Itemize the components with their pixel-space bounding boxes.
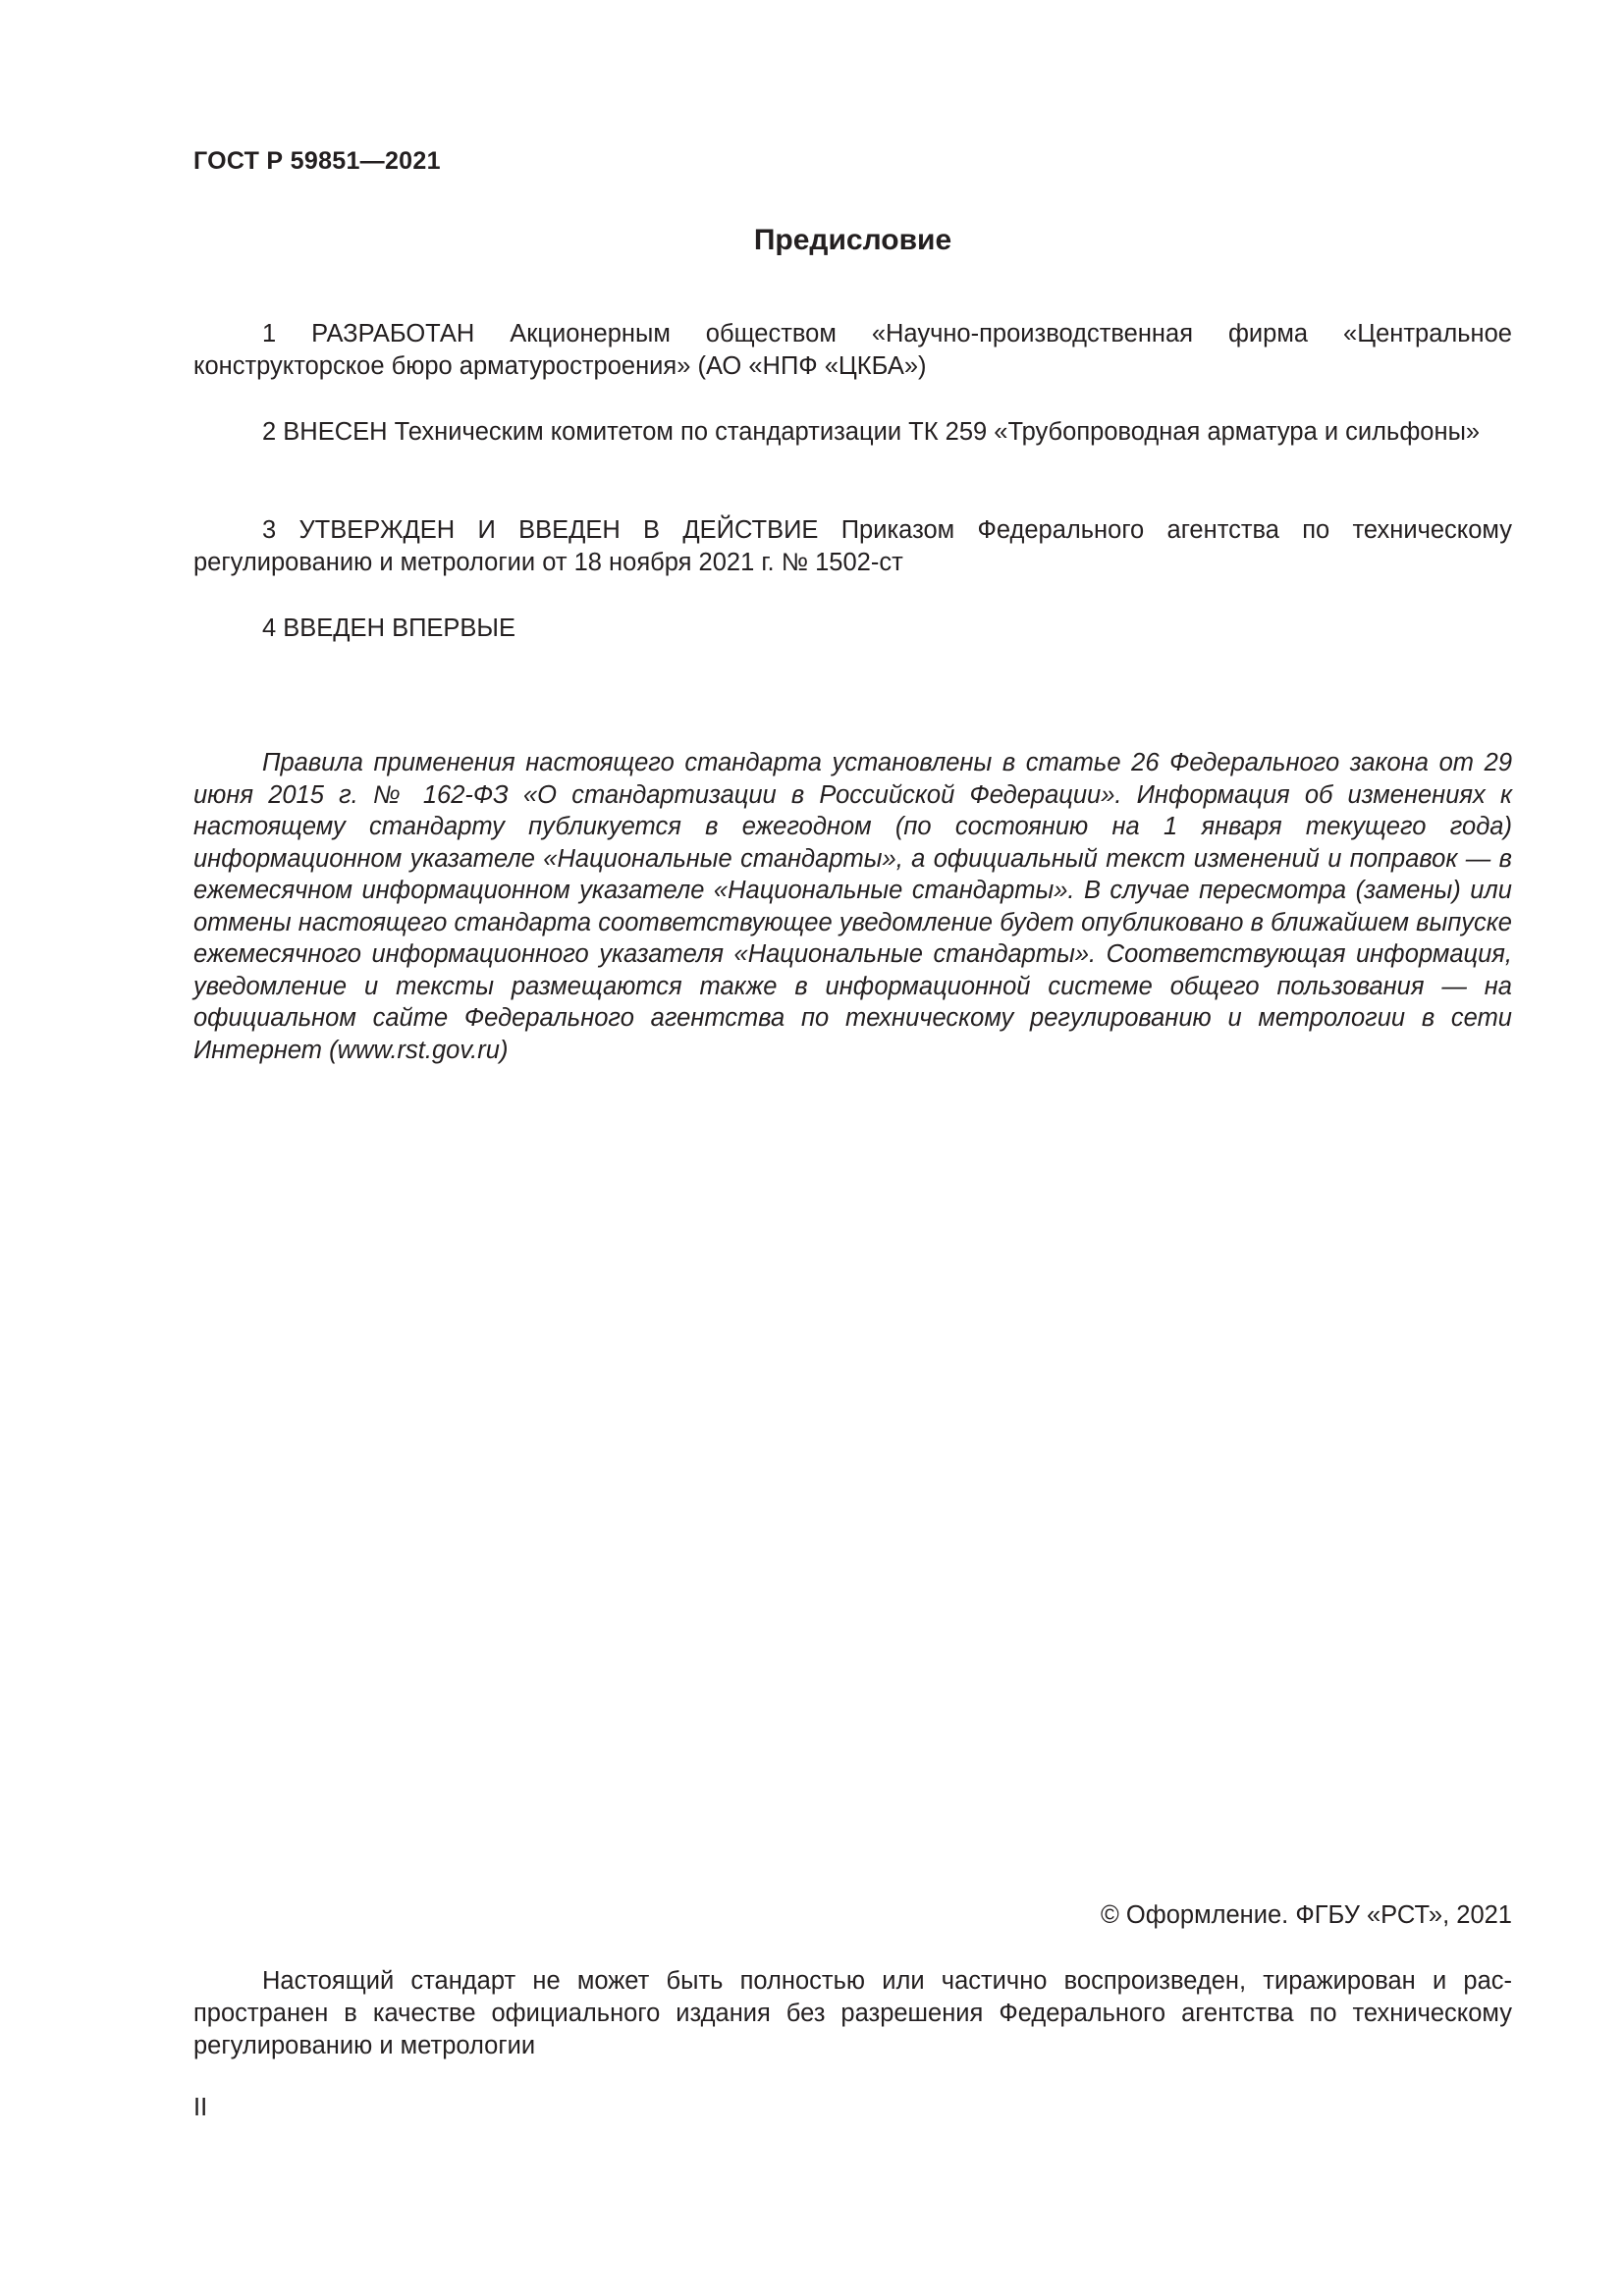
copyright-line: © Оформление. ФГБУ «РСТ», 2021 — [1101, 1901, 1512, 1929]
preface-item-3: 3 УТВЕРЖДЕН И ВВЕДЕН В ДЕЙСТВИЕ Приказом Федерального агентства по техническому регулированию и метрологии от 18 ноября 2021 г. № 1502-ст — [193, 516, 1512, 576]
application-rules-text: Правила применения настоящего стандарта установлены в статье 26 Федерального закона от 29 июня 2015 г. № 162-ФЗ «О стандартизации в Российской Федерации». Информация об изменениях к настоящему стандарту публикуется в ежегодном (по состоянию на 1 января текущего года) информационном указателе «Национальные стандарты», а официальный текст изменений и поправок — в ежемесячном информационном указателе «Национальные стандарты». В случае пересмотра (замены) или отмены настоящего стандарта соответствующее уведомление будет опубликовано в ближайшем выпуске ежемесячного информационного указателя «Национальные стандарты». Соответствующая информация, уведомление и тексты размещаются также в информационной системе общего пользования — на официальном сайте Федерального агентства по техническому регулированию и метрологии в сети Интернет (www.rst.gov.ru) — [193, 749, 1512, 1064]
preface-item-4: 4 ВВЕДЕН ВПЕРВЫЕ — [262, 614, 516, 642]
page-title: Предисловие — [753, 224, 952, 256]
preface-item-2: 2 ВНЕСЕН Техническим комитетом по стандартизации ТК 259 «Трубопроводная арматура и сильфоны» — [262, 418, 1481, 446]
reproduction-notice: Настоящий стандарт не может быть полностью или частично воспроизведен, тиражирован и распространен в качестве официального издания без разрешения Федерального агентства по техническому регулированию и метрологии — [193, 1967, 1512, 2059]
document-code: ГОСТ Р 59851—2021 — [193, 147, 441, 175]
preface-item-1: 1 РАЗРАБОТАН Акционерным обществом «Научно-производственная фирма «Центральное конструкторское бюро арматуростроения» (АО «НПФ «ЦКБА») — [193, 320, 1512, 380]
page-number: II — [193, 2094, 208, 2121]
